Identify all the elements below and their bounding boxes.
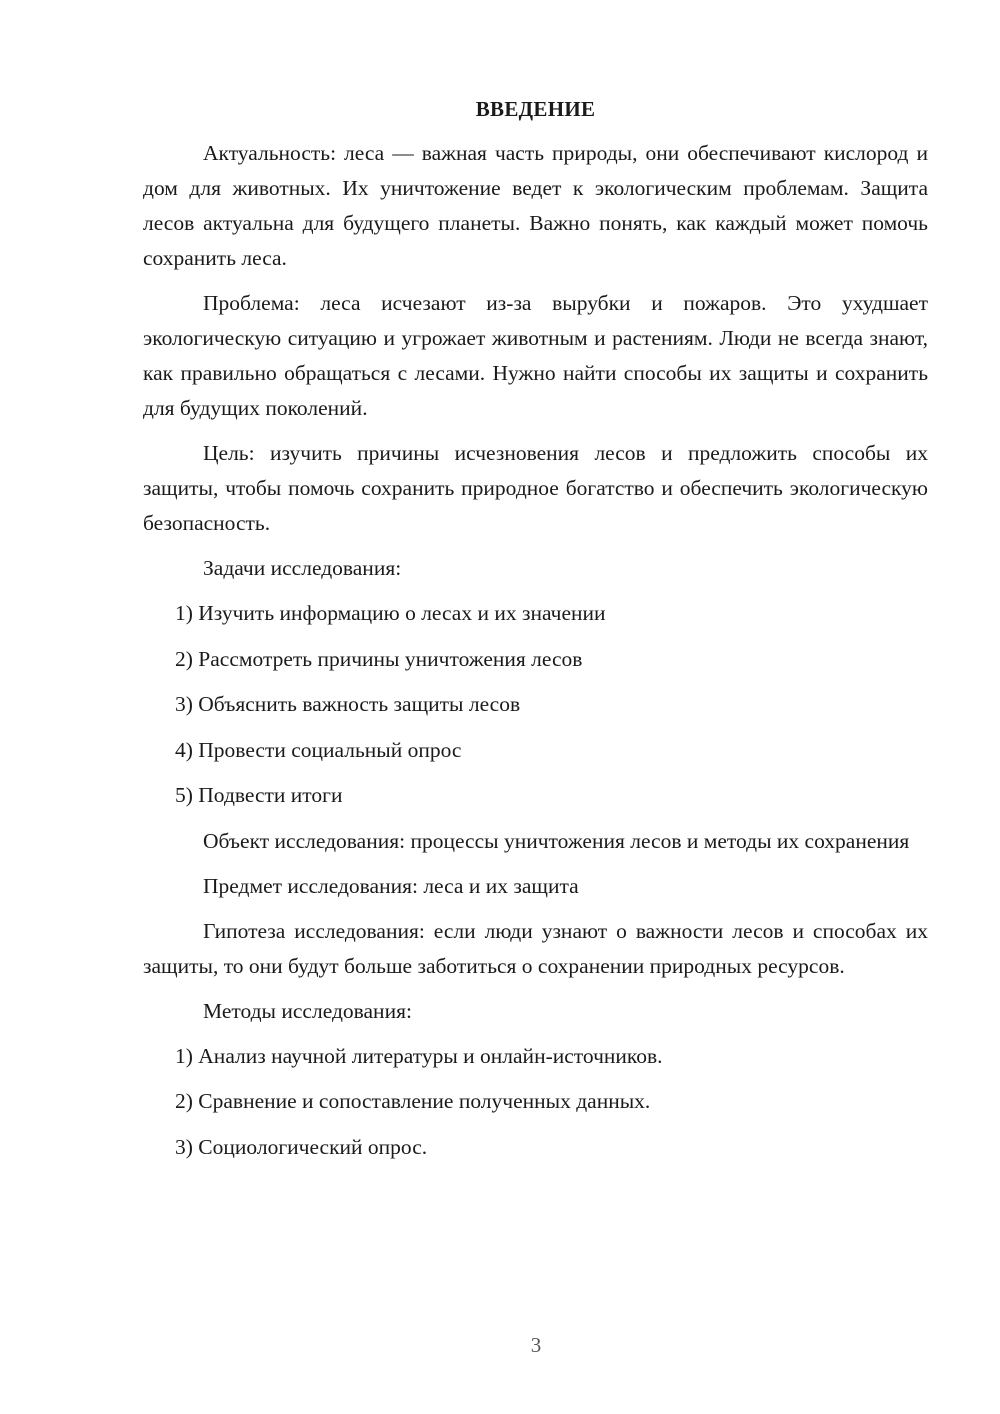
problem-paragraph: Проблема: леса исчезают из-за вырубки и пожаров. Это ухудшает экологическую ситуацию и угрожает животным и растениям. Люди не всегда знают, как правильно обращаться с лесами. Нужно найти способы их защиты и сохранить для будущих поколений. bbox=[143, 291, 928, 420]
list-item: 1) Анализ научной литературы и онлайн-источников. bbox=[175, 1043, 663, 1068]
list-item: 3) Объяснить важность защиты лесов bbox=[175, 692, 521, 716]
methods-list bbox=[143, 1039, 928, 1165]
list-item: 3) Социологический опрос. bbox=[175, 1134, 428, 1159]
tasks-heading: Задачи исследования: bbox=[203, 556, 402, 580]
list-item: 1) Изучить информацию о лесах и их значении bbox=[175, 601, 606, 625]
list-item: 2) Сравнение и сопоставление полученных данных. bbox=[175, 1089, 651, 1113]
tasks-list bbox=[143, 596, 928, 813]
goal-paragraph: Цель: изучить причины исчезновения лесов и предложить способы их защиты, чтобы помочь сохранить природное богатство и обеспечить экологическую безопасность. bbox=[143, 441, 928, 535]
subject-paragraph: Предмет исследования: леса и их защита bbox=[203, 873, 579, 898]
list-item: 5) Подвести итоги bbox=[175, 783, 343, 807]
object-paragraph: Объект исследования: процессы уничтожения лесов и методы их сохранения bbox=[203, 828, 910, 853]
relevance-paragraph: Актуальность: леса — важная часть природы, они обеспечивают кислород и дом для животных. Их уничтожение ведет к экологическим проблемам. Защита лесов актуальна для будущего планеты. Важно понять, как каждый может помочь сохранить леса. bbox=[143, 141, 928, 270]
hypothesis-paragraph: Гипотеза исследования: если люди узнают о важности лесов и способах их защиты, то они будут больше заботиться о сохранении природных ресурсов. bbox=[143, 918, 928, 978]
document-title: ВВЕДЕНИЕ bbox=[475, 97, 596, 121]
list-item: 2) Рассмотреть причины уничтожения лесов bbox=[175, 646, 583, 671]
document-page bbox=[143, 92, 928, 1175]
page-number: 3 bbox=[530, 1333, 542, 1357]
list-item: 4) Провести социальный опрос bbox=[175, 737, 462, 762]
methods-heading: Методы исследования: bbox=[203, 998, 412, 1023]
